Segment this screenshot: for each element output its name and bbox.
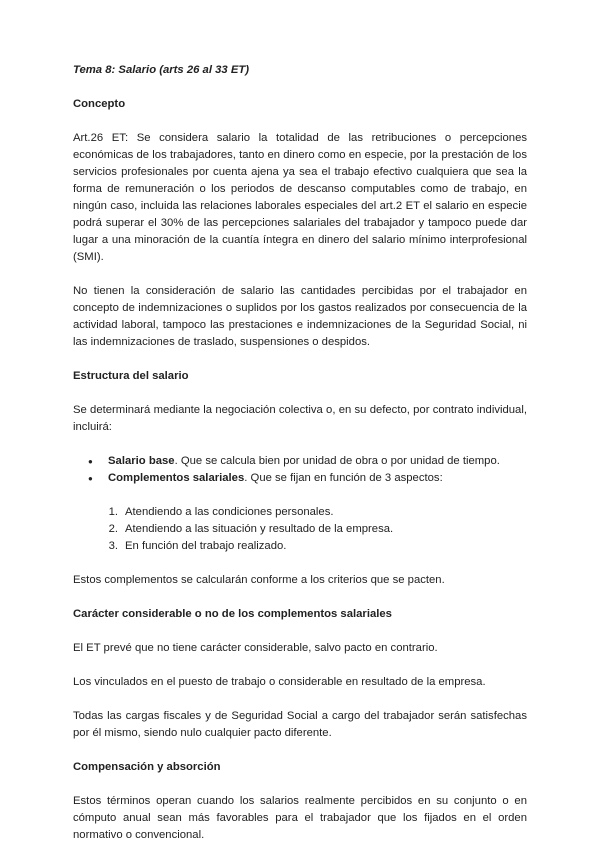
list-item-bold: Salario base bbox=[108, 455, 175, 467]
section-heading-estructura: Estructura del salario bbox=[73, 370, 189, 382]
paragraph-estructura-intro: Se determinará mediante la negociación colectiva o, en su defecto, por contrato individual, incluirá: bbox=[73, 404, 527, 433]
item-number: 3. bbox=[108, 540, 118, 552]
paragraph-caracter-1: El ET prevé que no tiene carácter considerable, salvo pacto en contrario. bbox=[73, 642, 438, 654]
list-item-bold: Complementos salariales bbox=[108, 472, 245, 484]
list-item-text: . Que se calcula bien por unidad de obra o por unidad de tiempo. bbox=[174, 455, 500, 467]
document-page bbox=[73, 62, 527, 861]
paragraph-estructura-closing: Estos complementos se calcularán conforme a los criterios que se pacten. bbox=[73, 574, 445, 586]
numbered-item-text: En función del trabajo realizado. bbox=[125, 540, 287, 552]
paragraph-compensacion: Estos términos operan cuando los salarios realmente percibidos en su conjunto o en cómputo anual sean más favorables para el trabajador que los fijados en el orden normativo o convencional. bbox=[73, 795, 527, 841]
page-title: Tema 8: Salario (arts 26 al 33 ET) bbox=[73, 64, 250, 76]
item-number: 1. bbox=[108, 506, 118, 518]
list-item bbox=[73, 453, 527, 470]
numbered-item bbox=[73, 504, 527, 521]
numbered-list bbox=[73, 504, 527, 555]
paragraph-concepto-exclusions: No tienen la consideración de salario las cantidades percibidas por el trabajador en concepto de indemnizaciones o suplidos por los gastos realizados por consecuencia de la actividad laboral, tampoco las prestaciones e indemnizaciones de la Seguridad Social, ni las indemnizaciones de traslado, suspensiones o despidos. bbox=[73, 285, 527, 348]
section-heading-compensacion: Compensación y absorción bbox=[73, 761, 221, 773]
numbered-item bbox=[73, 521, 527, 538]
numbered-item-text: Atendiendo a las situación y resultado de la empresa. bbox=[125, 523, 394, 535]
numbered-item-text: Atendiendo a las condiciones personales. bbox=[125, 506, 334, 518]
list-item-text: . Que se fijan en función de 3 aspectos: bbox=[244, 472, 443, 484]
list-item bbox=[73, 470, 527, 487]
numbered-item bbox=[73, 538, 527, 555]
section-heading-concepto: Concepto bbox=[73, 98, 126, 110]
paragraph-caracter-2: Los vinculados en el puesto de trabajo o considerable en resultado de la empresa. bbox=[73, 676, 486, 688]
section-heading-caracter: Carácter considerable o no de los complementos salariales bbox=[73, 608, 392, 620]
item-number: 2. bbox=[108, 523, 118, 535]
paragraph-concepto-definition: Art.26 ET: Se considera salario la totalidad de las retribuciones o percepciones económicas de los trabajadores, tanto en dinero como en especie, por la prestación de los servicios profesionales por cuenta ajena ya sea el trabajo efectivo cualquiera que sea la forma de remuneración o los periodos de descanso computables como de trabajo, en ningún caso, incluida las relaciones laborales especiales del art.2 ET el salario en especie podrá superar el 30% de las percepciones salariales del trabajador y tampoco puede dar lugar a una minoración de la cuantía íntegra en dinero del salario mínimo interprofesional (SMI). bbox=[73, 132, 527, 263]
paragraph-caracter-3: Todas las cargas fiscales y de Seguridad Social a cargo del trabajador serán satisfechas por él mismo, siendo nulo cualquier pacto diferente. bbox=[73, 710, 527, 739]
bullet-list bbox=[73, 453, 527, 487]
